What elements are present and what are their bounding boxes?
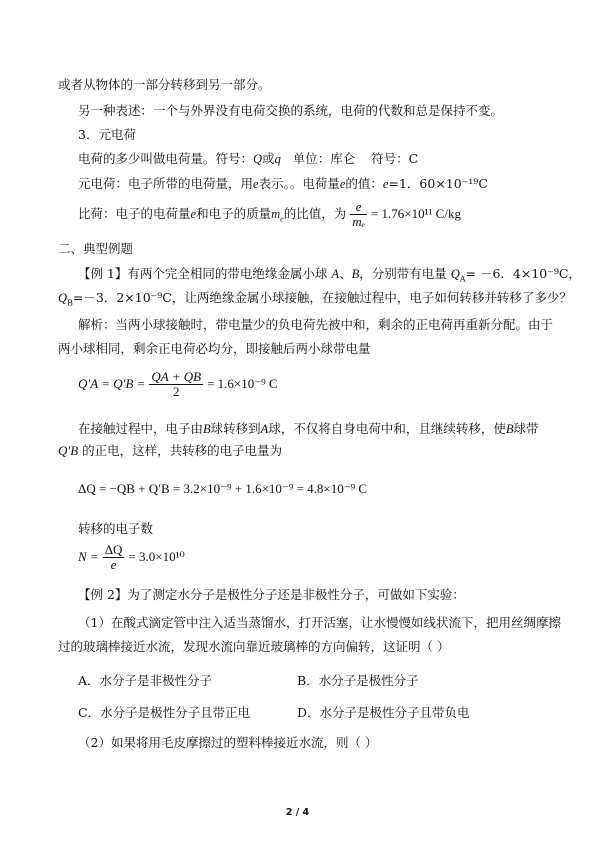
equation-2: ΔQ = −QB + Q′B = 3.2×10⁻⁹ + 1.6×10⁻⁹ = 4.8×10⁻⁹ C [78, 481, 368, 496]
option-a: A．水分子是非极性分子 [78, 673, 213, 688]
text-line: 比荷：电子的电荷量e和电子的质量$m_e$的比值，为 $\frac{e}{\text{mₑ}}$ = 1.76×10¹¹ C/kg [78, 199, 461, 229]
text-line: Q′B 的正电，这样，共转移的电子电量为 [58, 443, 283, 458]
text-line: 转移的电子数 [78, 521, 154, 536]
text-line: 在接触过程中，电子由B球转移到A球，不仅将自身电荷中和，且继续转移，使B球带 [78, 421, 539, 436]
text-line: 【例 1】有两个完全相同的带电绝缘金属小球 A、B，分别带有电量 $Q_A= -6$．4×10⁻⁹C， [78, 266, 581, 284]
option-d: D．水分子是极性分子且带负电 [297, 705, 470, 720]
equation-3-fraction: $\frac{\Delta Q}{e}$ [104, 542, 123, 572]
text-line: 【例 2】为了测定水分子是极性分子还是非极性分子，可做如下实验： [78, 587, 465, 602]
section-heading: 二、典型例题 [58, 241, 134, 256]
equation-3: N = $\frac{\Delta Q}{e}$ = 3.0×10¹⁰ [78, 542, 185, 572]
charge-mass-fraction: $\frac{e}{\text{mₑ}}$ [352, 199, 365, 229]
text-line: 另一种表述：一个与外界没有电荷交换的系统，电荷的代数和总是保持不变。 [78, 103, 504, 118]
text-line: 过的玻璃棒接近水流，发现水流向靠近玻璃棒的方向偏转，这证明（ ） [58, 639, 450, 654]
text-line: 解析：当两小球接触时，带电量少的负电荷先被中和，剩余的正电荷再重新分配。由于 [78, 317, 554, 332]
section-heading: 3．元电荷 [78, 127, 136, 142]
option-c: C．水分子是极性分子且带正电 [78, 705, 251, 720]
equation-1-fraction: $\frac{QA + QB}{2}$ [151, 369, 202, 399]
text-line: （1）在酸式滴定管中注入适当蒸馏水，打开活塞，让水慢慢如线状流下，把用丝绸摩擦 [78, 615, 561, 630]
option-b: B．水分子是极性分子 [297, 673, 419, 688]
page-number: 2 / 4 [285, 807, 310, 818]
equation-1: Q′A = Q′B = $\frac{QA + QB}{2}$ = 1.6×10⁻⁹ C [78, 369, 278, 399]
text-line: 电荷的多少叫做电荷量。符号：Q或q 单位：库仑 符号：C [78, 151, 419, 166]
text-line: $Q_B=-3$．2×10⁻⁹C，让两绝缘金属小球接触，在接触过程中，电子如何转移并转移了多少？ [58, 290, 572, 308]
text-line: 两小球相同，剩余正电荷必均分，即接触后两小球带电量 [58, 341, 371, 356]
text-line: （2）如果将用毛皮摩擦过的塑料棒接近水流，则（ ） [78, 735, 378, 750]
text-line: 或者从物体的一部分转移到另一部分。 [58, 77, 271, 92]
text-line: 元电荷：电子所带的电荷量，用e表示。。电荷量e的值：e=1．60×10⁻¹⁹C [78, 176, 488, 191]
